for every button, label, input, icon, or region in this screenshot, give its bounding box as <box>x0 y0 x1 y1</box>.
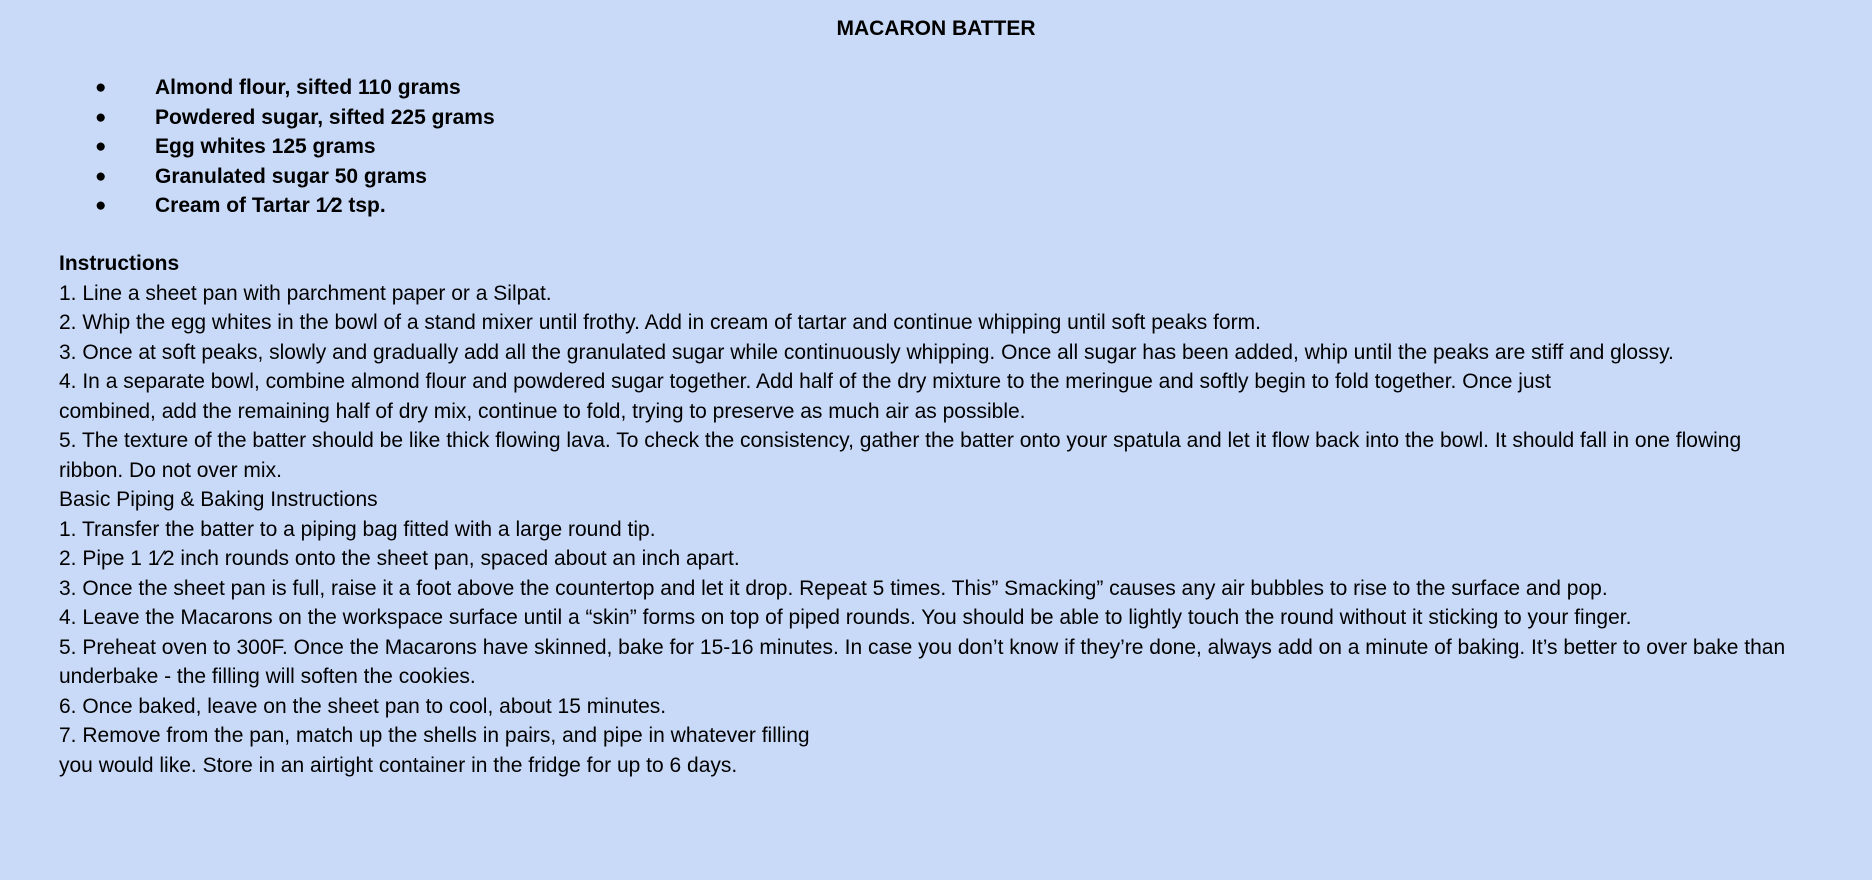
piping-step: 4. Leave the Macarons on the workspace surface until a “skin” forms on top of piped rounds. You should be able to lightly touch the round without it sticking to your finger. <box>59 606 1632 629</box>
piping-step: 2. Pipe 1 1⁄2 inch rounds onto the sheet pan, spaced about an inch apart. <box>59 547 740 570</box>
ingredient-item <box>59 132 1813 162</box>
ingredient-item <box>59 103 1813 133</box>
piping-step: you would like. Store in an airtight container in the fridge for up to 6 days. <box>59 753 738 777</box>
piping-step: 3. Once the sheet pan is full, raise it a foot above the countertop and let it drop. Repeat 5 times. This” Smacking” causes any air bubbles to rise to the surface and pop. <box>59 576 1608 600</box>
instruction-step: 4. In a separate bowl, combine almond flour and powdered sugar together. Add half of the dry mixture to the meringue and softly begin to fold together. Once just <box>59 370 1551 393</box>
bullet-icon: ● <box>95 106 107 128</box>
piping-step: 6. Once baked, leave on the sheet pan to cool, about 15 minutes. <box>59 694 667 718</box>
instruction-step: 1. Line a sheet pan with parchment paper or a Silpat. <box>59 281 552 305</box>
bullet-icon: ● <box>95 165 107 187</box>
instruction-step: ribbon. Do not over mix. <box>59 458 282 482</box>
ingredient-item <box>59 73 1813 103</box>
piping-step: 1. Transfer the batter to a piping bag fitted with a large round tip. <box>59 517 656 541</box>
piping-step: underbake - the filling will soften the cookies. <box>59 665 476 688</box>
piping-step: 7. Remove from the pan, match up the shells in pairs, and pipe in whatever filling <box>59 724 810 747</box>
instruction-step: 3. Once at soft peaks, slowly and gradually add all the granulated sugar while continuously whipping. Once all sugar has been added, whip until the peaks are stiff and glossy. <box>59 340 1674 364</box>
instruction-step: 5. The texture of the batter should be like thick flowing lava. To check the consistency, gather the batter onto your spatula and let it flow back into the bowl. It should fall in one flowing <box>59 429 1742 452</box>
bullet-icon: ● <box>95 77 107 98</box>
bullet-icon: ● <box>95 136 107 157</box>
ingredient-text: Egg whites 125 grams <box>155 135 376 158</box>
instructions-heading: Instructions <box>59 252 180 275</box>
document-title: MACARON BATTER <box>836 17 1036 40</box>
ingredient-item <box>59 162 1813 192</box>
instruction-step: combined, add the remaining half of dry mix, continue to fold, trying to preserve as much air as possible. <box>59 399 1026 423</box>
ingredient-text: Almond flour, sifted 110 grams <box>155 76 461 99</box>
ingredient-text: Granulated sugar 50 grams <box>155 164 427 188</box>
ingredient-text: Powdered sugar, sifted 225 grams <box>155 105 495 129</box>
bullet-icon: ● <box>95 195 107 216</box>
instructions-section <box>59 249 1813 780</box>
ingredient-text: Cream of Tartar 1⁄2 tsp. <box>155 194 386 217</box>
instruction-step: 2. Whip the egg whites in the bowl of a stand mixer until frothy. Add in cream of tartar and continue whipping until soft peaks form. <box>59 311 1261 334</box>
piping-heading: Basic Piping & Baking Instructions <box>59 488 378 511</box>
ingredients-list <box>59 44 1813 249</box>
piping-step: 5. Preheat oven to 300F. Once the Macarons have skinned, bake for 15-16 minutes. In case you don’t know if they’re done, always add on a minute of baking. It’s better to over bake than <box>59 635 1786 659</box>
ingredient-item <box>59 191 1813 221</box>
